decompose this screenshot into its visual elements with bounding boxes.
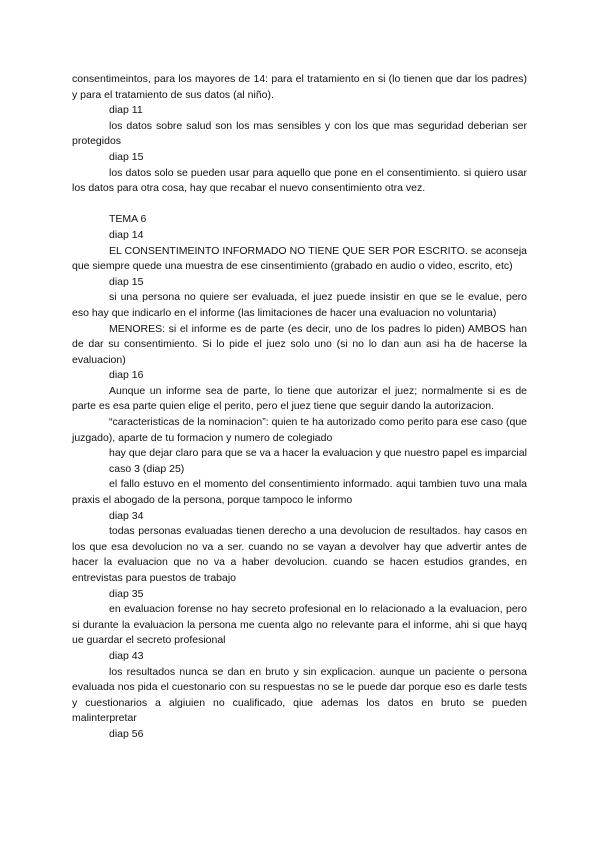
paragraph: Aunque un informe sea de parte, lo tiene que autorizar el juez; normalmente si es de parte es esa parte quien elige el perito, pero el juez tiene que seguir dando la autorizacion. bbox=[72, 384, 527, 413]
section-heading: diap 14 bbox=[109, 228, 144, 241]
section-heading: diap 35 bbox=[109, 587, 144, 600]
section-heading: diap 15 bbox=[109, 150, 144, 163]
document-page bbox=[72, 72, 527, 743]
paragraph: los datos solo se pueden usar para aquello que pone en el consentimiento. si quiero usar los datos para otra cosa, hay que recabar el nuevo consentimiento otra vez. bbox=[72, 166, 527, 195]
section-heading: diap 56 bbox=[109, 727, 144, 740]
section-heading: diap 15 bbox=[109, 275, 144, 288]
section-heading: diap 16 bbox=[109, 369, 144, 382]
section-heading: diap 11 bbox=[109, 104, 143, 117]
paragraph: “caracteristicas de la nominacion”: quien te ha autorizado como perito para ese caso (que juzgado), aparte de tu formacion y numero de colegiado bbox=[72, 416, 527, 444]
paragraph: los resultados nunca se dan en bruto y sin explicacion. aunque un paciente o persona evaluada nos pida el cuestonario con su respuestas no se le puede dar porque eso es darle tests y cuestionarios a algiuien no cualificado, qiue ademas los datos en bruto se pueden malinterpretar bbox=[72, 665, 527, 725]
paragraph: consentimeintos, para los mayores de 14: para el tratamiento en si (lo tienen que dar los padres) y para el tratamiento de sus datos (al niño). bbox=[72, 73, 527, 101]
paragraph: si una persona no quiere ser evaluada, el juez puede insistir en que se le evalue, pero eso hay que indicarlo en el informe (las limitaciones de hacer una evaluacion no voluntaria) bbox=[72, 291, 527, 319]
section-heading: diap 34 bbox=[109, 509, 144, 522]
blank-line bbox=[72, 197, 527, 213]
paragraph: MENORES: si el informe es de parte (es decir, uno de los padres lo piden) AMBOS han de dar su consentimiento. Si lo pide el juez solo uno (si no lo dan aun asi ha de hacerse la evaluacion) bbox=[72, 322, 527, 366]
section-heading: TEMA 6 bbox=[109, 213, 147, 226]
paragraph: EL CONSENTIMEINTO INFORMADO NO TIENE QUE SER POR ESCRITO. se aconseja que siempre quede una muestra de ese cinsentimiento (grabado en audio o video, escrito, etc) bbox=[72, 244, 527, 273]
paragraph: hay que dejar claro para que se va a hacer la evaluacion y que nuestro papel es imparcial bbox=[109, 447, 527, 460]
paragraph: en evaluacion forense no hay secreto profesional en lo relacionado a la evaluacion, pero si durante la evaluacion la persona me cuenta algo no relevante para el informe, ahi si que hayq ue guardar el secreto profesional bbox=[72, 603, 527, 647]
paragraph: el fallo estuvo en el momento del consentimiento informado. aqui tambien tuvo una mala praxis el abogado de la persona, porque tampoco le informo bbox=[72, 478, 527, 507]
section-heading: diap 43 bbox=[109, 649, 144, 662]
paragraph: los datos sobre salud son los mas sensibles y con los que mas seguridad deberian ser protegidos bbox=[72, 119, 527, 148]
paragraph: todas personas evaluadas tienen derecho a una devolucion de resultados. hay casos en los que esa devolucion no va a ser. cuando no se vayan a devolver hay que advertir antes de hacer la evaluacion que no va a haber devolucion. cuando se hacen estudios grandes, en entrevistas para puestos de trabajo bbox=[72, 525, 527, 584]
section-heading: caso 3 (diap 25) bbox=[109, 462, 185, 475]
